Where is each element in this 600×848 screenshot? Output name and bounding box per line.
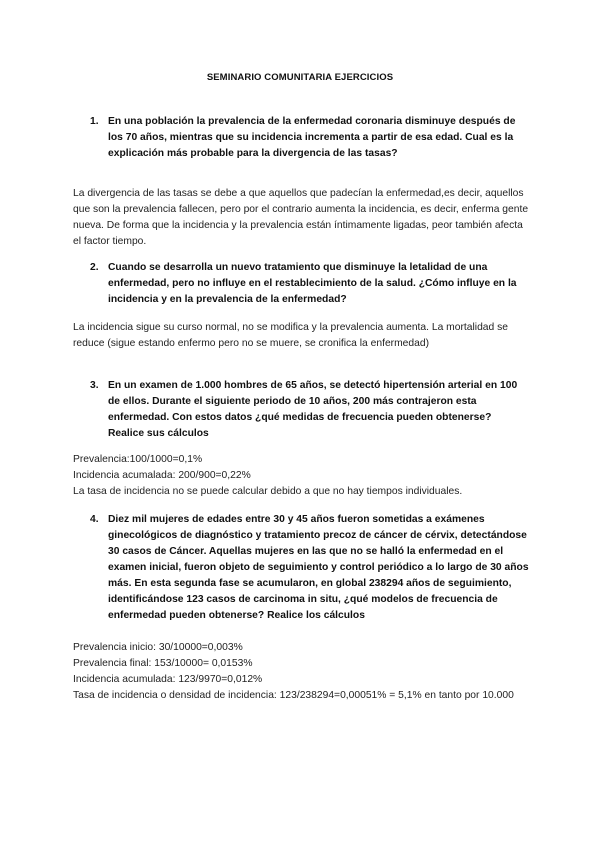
answer-4 (73, 640, 533, 704)
question-text: Diez mil mujeres de edades entre 30 y 45 años fueron sometidas a exámenes ginecológicos de diagnóstico y tratamiento precoz de cáncer de cérvix, detectándose 30 casos de Cáncer. Aquellas mujeres en las que no se halló la enfermedad en el examen inicial, fueron objeto de seguimiento y control periódico a lo largo de 30 años más. En esta segunda fase se acumularon, en global 238294 años de seguimiento, identificándose 123 casos de carcinoma in situ, ¿qué modelos de frecuencia de enfermedad pueden obtenerse? Realice los cálculos (108, 514, 529, 621)
question-number: 4. (90, 514, 99, 525)
question-text: En una población la prevalencia de la enfermedad coronaria disminuye después de los 70 años, mientras que su incidencia incrementa a partir de esa edad. Cual es la explicación más probable para la divergencia de las tasas? (108, 116, 516, 159)
answer-line: La tasa de incidencia no se puede calcular debido a que no hay tiempos individuales. (73, 486, 463, 497)
question-1 (90, 114, 530, 162)
answer-line: Incidencia acumalada: 200/900=0,22% (73, 470, 251, 481)
answer-line: Prevalencia inicio: 30/10000=0,003% (73, 642, 243, 653)
answer-line: La incidencia sigue su curso normal, no se modifica y la prevalencia aumenta. La mortalidad se reduce (sigue estando enfermo pero no se muere, se cronifica la enfermedad) (73, 322, 508, 349)
answer-3 (73, 452, 533, 500)
answer-line: Prevalencia:100/1000=0,1% (73, 454, 203, 465)
question-3 (90, 378, 530, 442)
answer-line: La divergencia de las tasas se debe a que aquellos que padecían la enfermedad,es decir, aquellos que son la prevalencia fallecen, pero por el contrario aumenta la incidencia, es decir, enferma gente nueva. De forma que la incidencia y la prevalencia están íntimamente ligadas, peor también afecta el factor tiempo. (73, 188, 529, 247)
question-text: Cuando se desarrolla un nuevo tratamiento que disminuye la letalidad de una enfermedad, pero no influye en el restablecimiento de la salud. ¿Cómo influye en la incidencia y en la prevalencia de la enfermedad? (108, 262, 517, 305)
answer-2 (73, 320, 533, 352)
answer-line: Incidencia acumulada: 123/9970=0,012% (73, 674, 263, 685)
question-number: 3. (90, 380, 99, 391)
question-2 (90, 260, 530, 308)
answer-1 (73, 186, 533, 250)
answer-line: Prevalencia final: 153/10000= 0,0153% (73, 658, 253, 669)
question-4 (90, 512, 530, 624)
answer-line: Tasa de incidencia o densidad de incidencia: 123/238294=0,00051% = 5,1% en tanto por 10.000 (73, 690, 514, 701)
question-text: En un examen de 1.000 hombres de 65 años, se detectó hipertensión arterial en 100 de ellos. Durante el siguiente periodo de 10 años, 200 más contrajeron esta enfermedad. Con estos datos ¿qué medidas de frecuencia pueden obtenerse? Realice sus cálculos (108, 380, 518, 439)
document-title: SEMINARIO COMUNITARIA EJERCICIOS (206, 72, 394, 83)
question-number: 1. (90, 116, 99, 127)
question-number: 2. (90, 262, 99, 273)
